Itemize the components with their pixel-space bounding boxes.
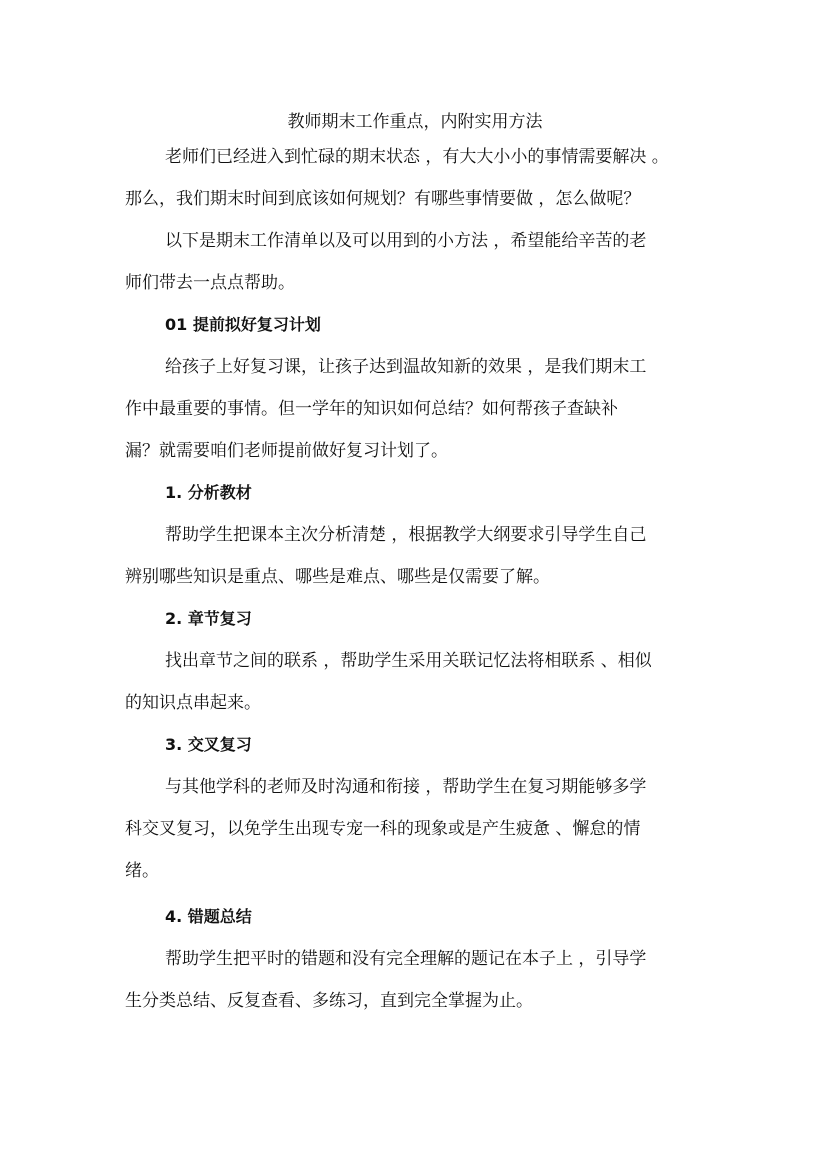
text-line: 科交叉复习，以免学生出现专宠一科的现象或是产生疲惫 、懈怠的情 (125, 819, 641, 839)
item-4-paragraph (125, 938, 705, 1022)
text-line: 以下是期末工作清单以及可以用到的小方法 ，希望能给辛苦的老 (165, 231, 647, 251)
text-line: 给孩子上好复习课，让孩子达到温故知新的效果 ，是我们期末工 (165, 357, 647, 377)
item-1-paragraph (125, 514, 705, 598)
item-heading-4: 4. 错题总结 (165, 907, 252, 926)
text-line: 与其他学科的老师及时沟通和衔接 ，帮助学生在复习期能够多学 (165, 777, 647, 797)
text-line: 作中最重要的事情。但一学年的知识如何总结？如何帮孩子查缺补 (125, 399, 618, 419)
item-2-paragraph (125, 640, 705, 724)
section-heading-01: 01 提前拟好复习计划 (165, 315, 321, 334)
document-title: 教师期末工作重点，内附实用方法 (287, 112, 543, 132)
item-heading-3: 3. 交叉复习 (165, 735, 252, 754)
item-3-paragraph (125, 766, 705, 892)
text-line: 漏？就需要咱们老师提前做好复习计划了。 (125, 441, 448, 461)
text-line: 绪。 (125, 861, 159, 881)
text-line: 帮助学生把课本主次分析清楚 ，根据教学大纲要求引导学生自己 (165, 525, 647, 545)
document-body (125, 108, 705, 1022)
text-line: 生分类总结、反复查看、多练习，直到完全掌握为止。 (125, 991, 533, 1011)
text-line: 那么，我们期末时间到底该如何规划？有哪些事情要做 ，怎么做呢？ (125, 189, 641, 209)
intro-paragraph-1 (125, 136, 705, 220)
section-01-paragraph (125, 346, 705, 472)
item-heading-1: 1. 分析教材 (165, 483, 252, 502)
text-line: 的知识点串起来。 (125, 693, 261, 713)
item-heading-2: 2. 章节复习 (165, 609, 252, 628)
text-line: 老师们已经进入到忙碌的期末状态 ，有大大小小的事情需要解决 。 (165, 147, 669, 167)
text-line: 辨别哪些知识是重点、哪些是难点、哪些是仅需要了解。 (125, 567, 550, 587)
intro-paragraph-2 (125, 220, 705, 304)
text-line: 找出章节之间的联系 ，帮助学生采用关联记忆法将相联系 、相似 (165, 651, 652, 671)
text-line: 师们带去一点点帮助。 (125, 273, 295, 293)
text-line: 帮助学生把平时的错题和没有完全理解的题记在本子上 ，引导学 (165, 949, 647, 969)
